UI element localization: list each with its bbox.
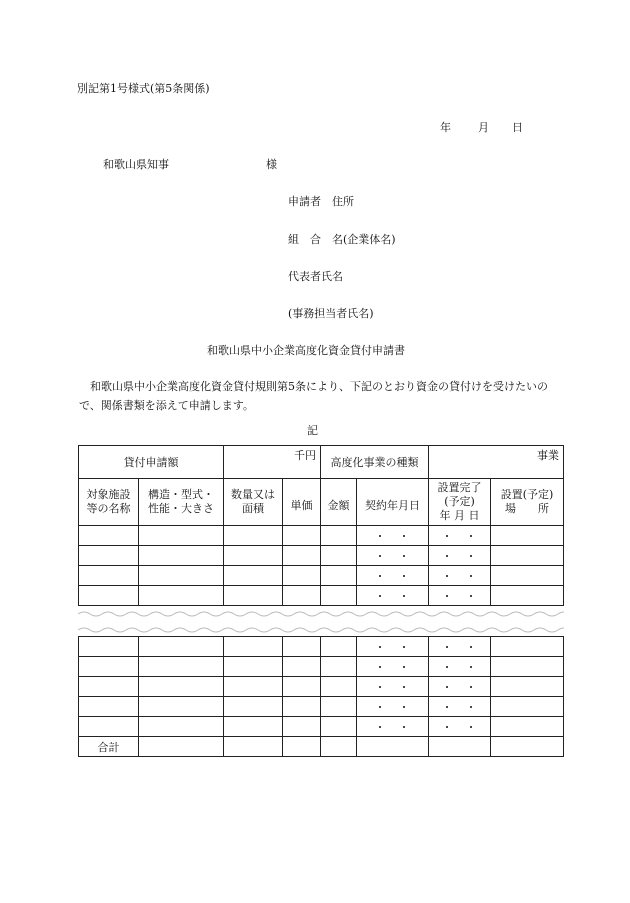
table-cell[interactable] xyxy=(491,546,564,566)
table-cell[interactable]: ・ ・ xyxy=(429,526,491,546)
table-cell[interactable] xyxy=(79,697,139,717)
table-cell[interactable]: ・ ・ xyxy=(357,566,429,586)
project-type-field[interactable] xyxy=(429,446,564,479)
table-cell[interactable] xyxy=(491,717,564,737)
table-cell[interactable]: ・ ・ xyxy=(429,566,491,586)
col-facility: 対象施設 等の名称 xyxy=(79,479,139,526)
table-cell[interactable]: ・ ・ xyxy=(357,717,429,737)
col-structure: 構造・型式・ 性能・大きさ xyxy=(139,479,224,526)
table-cell[interactable]: ・ ・ xyxy=(357,546,429,566)
table-cell[interactable] xyxy=(79,717,139,737)
table-cell[interactable] xyxy=(321,566,357,586)
table-cell[interactable] xyxy=(224,677,283,697)
project-suffix: 事業 xyxy=(537,449,559,462)
application-statement: 和歌山県中小企業高度化資金貸付規則第5条により、下記のとおり資金の貸付けを受けたいので、関係書類を添えて申請します。 xyxy=(79,380,548,412)
total-unit-price-cell[interactable] xyxy=(283,737,321,757)
table-cell[interactable]: ・ ・ xyxy=(429,717,491,737)
table-cell[interactable] xyxy=(79,546,139,566)
table-cell[interactable] xyxy=(139,657,224,677)
table-cell[interactable]: ・ ・ xyxy=(429,657,491,677)
table-cell[interactable] xyxy=(491,586,564,606)
date-day-label: 日 xyxy=(512,121,523,134)
table-cell[interactable] xyxy=(224,526,283,546)
col-quantity: 数量又は 面積 xyxy=(224,479,283,526)
table-cell[interactable] xyxy=(491,566,564,586)
table-cell[interactable] xyxy=(491,697,564,717)
table-cell[interactable] xyxy=(139,546,224,566)
form-number: 別記第1号様式(第5条関係) xyxy=(77,82,210,95)
table-cell[interactable] xyxy=(283,526,321,546)
table-cell[interactable] xyxy=(139,717,224,737)
loan-amount-field[interactable] xyxy=(224,446,321,479)
table-cell[interactable] xyxy=(491,526,564,546)
table-cell[interactable] xyxy=(79,586,139,606)
project-type-label: 高度化事業の種類 xyxy=(321,446,429,479)
total-location-cell[interactable] xyxy=(491,737,564,757)
table-cell[interactable] xyxy=(283,717,321,737)
table-cell[interactable] xyxy=(321,697,357,717)
table-cell[interactable]: ・ ・ xyxy=(429,586,491,606)
table-cell[interactable]: ・ ・ xyxy=(357,657,429,677)
table-cell[interactable]: ・ ・ xyxy=(357,526,429,546)
date-month-label: 月 xyxy=(478,121,489,134)
table-cell[interactable] xyxy=(321,677,357,697)
table-cell[interactable] xyxy=(321,586,357,606)
table-cell[interactable]: ・ ・ xyxy=(357,586,429,606)
table-row xyxy=(79,566,564,586)
table-row xyxy=(79,546,564,566)
table-row xyxy=(79,677,564,697)
loan-application-table xyxy=(78,445,564,757)
col-contract-date: 契約年月日 xyxy=(357,479,429,526)
table-cell[interactable] xyxy=(283,677,321,697)
date-year-label: 年 xyxy=(440,121,451,134)
table-cell[interactable] xyxy=(79,566,139,586)
table-row xyxy=(79,586,564,606)
table-cell[interactable] xyxy=(224,717,283,737)
loan-unit: 千円 xyxy=(294,449,316,462)
table-cell[interactable]: ・ ・ xyxy=(429,546,491,566)
table-cell[interactable] xyxy=(79,657,139,677)
table-row xyxy=(79,526,564,546)
table-cell[interactable] xyxy=(321,717,357,737)
table-cell[interactable] xyxy=(283,697,321,717)
table-cell[interactable] xyxy=(321,546,357,566)
table-cell[interactable] xyxy=(224,697,283,717)
table-cell[interactable] xyxy=(283,546,321,566)
total-structure-cell[interactable] xyxy=(139,737,224,757)
table-cell[interactable] xyxy=(224,586,283,606)
table-cell[interactable] xyxy=(139,697,224,717)
col-amount: 金額 xyxy=(321,479,357,526)
col-unit-price: 単価 xyxy=(283,479,321,526)
applicant-address-label: 申請者 住所 xyxy=(288,195,354,208)
omission-wave-mark xyxy=(78,606,564,640)
table-cell[interactable]: ・ ・ xyxy=(357,677,429,697)
total-completion-cell[interactable] xyxy=(429,737,491,757)
table-cell[interactable]: ・ ・ xyxy=(357,637,429,657)
table-cell[interactable] xyxy=(139,586,224,606)
applicant-representative-label: 代表者氏名 xyxy=(288,270,343,283)
table-row xyxy=(79,697,564,717)
total-contract-cell[interactable] xyxy=(357,737,429,757)
ki-label: 記 xyxy=(307,424,318,437)
table-cell[interactable] xyxy=(139,566,224,586)
table-cell[interactable]: ・ ・ xyxy=(429,637,491,657)
table-cell[interactable] xyxy=(283,657,321,677)
table-cell[interactable] xyxy=(283,566,321,586)
total-label: 合計 xyxy=(79,737,139,757)
table-cell[interactable] xyxy=(139,677,224,697)
addressee: 和歌山県知事 xyxy=(103,158,169,171)
applicant-staff-label: (事務担当者氏名) xyxy=(288,307,374,320)
table-cell[interactable] xyxy=(139,526,224,546)
table-cell[interactable] xyxy=(224,566,283,586)
applicant-union-label: 組 合 名(企業体名) xyxy=(288,233,396,246)
addressee-honorific: 様 xyxy=(266,158,277,171)
table-cell[interactable] xyxy=(79,677,139,697)
total-quantity-cell[interactable] xyxy=(224,737,283,757)
table-cell[interactable]: ・ ・ xyxy=(429,697,491,717)
table-cell[interactable] xyxy=(79,526,139,546)
col-completion: 設置完了 (予定) 年 月 日 xyxy=(429,479,491,526)
table-cell[interactable] xyxy=(283,586,321,606)
table-row xyxy=(79,717,564,737)
col-location: 設置(予定) 場 所 xyxy=(491,479,564,526)
table-cell[interactable] xyxy=(321,657,357,677)
table-cell[interactable] xyxy=(491,657,564,677)
table-row xyxy=(79,657,564,677)
table-cell[interactable] xyxy=(224,657,283,677)
loan-amount-label: 貸付申請額 xyxy=(79,446,224,479)
total-amount-cell[interactable] xyxy=(321,737,357,757)
table-cell[interactable]: ・ ・ xyxy=(357,697,429,717)
table-cell[interactable] xyxy=(224,546,283,566)
table-cell[interactable] xyxy=(491,677,564,697)
table-cell[interactable] xyxy=(321,526,357,546)
table-cell[interactable]: ・ ・ xyxy=(429,677,491,697)
document-title: 和歌山県中小企業高度化資金貸付申請書 xyxy=(207,344,405,357)
